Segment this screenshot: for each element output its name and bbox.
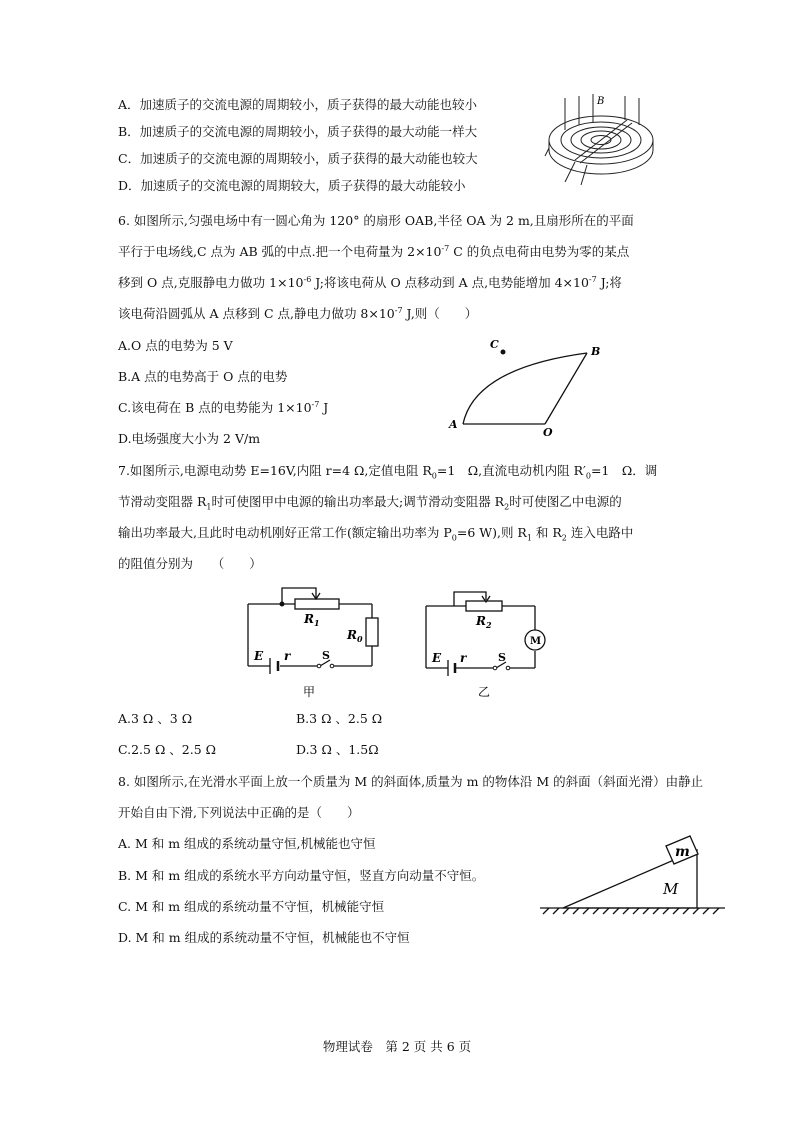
sector-figure (445, 338, 610, 438)
q7-option-d: D.3 Ω 、1.5Ω (296, 742, 379, 757)
sector-point-c: C (490, 338, 499, 351)
q6-stem-line2: 平行于电场线,C 点为 AB 弧的中点.把一个电荷量为 $2\times 10^{-7}$ C 的负点电荷由电势为零的某点 (118, 243, 630, 259)
q7-stem-line2: 节滑动变阻器 $R_1$时可使图甲中电源的输出功率最大;调节滑动变阻器 $R_2$时可使图乙中电源的 (118, 494, 622, 512)
cyclotron-b-label: B (597, 96, 605, 107)
sector-point-o: O (543, 426, 553, 438)
circuit-yi-s-label: S (498, 651, 506, 664)
sector-point-a: A (449, 418, 458, 431)
q8-stem-line2: 开始自由下滑,下列说法中正确的是（ ） (118, 805, 360, 820)
circuit-jia-r0-label: $R_0$ (347, 628, 363, 644)
q6-option-c: C.该电荷在 B 点的电势能为 $1\times 10^{-7}$ J (118, 399, 329, 415)
incline-wedge-m-label: M (663, 880, 679, 898)
circuit-jia-s-label: S (322, 649, 330, 662)
q7-stem-line1: 7.如图所示,电源电动势 E=16V,内阻 r=4 Ω,定值电阻 $R_0=1$ Ω,直流电动机内阻 $R'_0=1$ Ω．调 (118, 463, 658, 481)
q6-stem-line3: 移到 O 点,克服静电力做功 $1\times 10^{-6}$ J;将该电荷从 O 点移动到 A 点,电势能增加 $4\times 10^{-7}$ J;将 (118, 274, 622, 290)
q7-stem-line3: 输出功率最大,且此时电动机刚好正常工作(额定输出功率为 $P_0=6$ W),则 $R_1$ 和 $R_2$ 连入电路中 (118, 525, 634, 543)
q6-stem-line1: 6. 如图所示,匀强电场中有一圆心角为 120° 的扇形 OAB,半径 OA 为 2 m,且扇形所在的平面 (118, 213, 634, 228)
circuit-yi-motor-label: M (530, 636, 542, 647)
q8-option-c: C. M 和 m 组成的系统动量不守恒，机械能守恒 (118, 899, 385, 914)
sector-point-b: B (591, 345, 601, 358)
circuit-yi-r2-label: $R_2$ (476, 614, 492, 630)
q7-stem-line4: 的阻值分别为 （ ） (118, 556, 262, 571)
q8-option-b: B. M 和 m 组成的系统水平方向动量守恒，竖直方向动量不守恒。 (118, 868, 485, 883)
circuit-jia-caption: 甲 (303, 685, 316, 699)
circuit-yi-r-label: r (460, 651, 467, 665)
q6-option-b: B.A 点的电势高于 O 点的电势 (118, 369, 288, 384)
cyclotron-figure (535, 90, 660, 190)
circuit-yi-e-label: E (432, 651, 442, 665)
q7-option-b: B.3 Ω 、2.5 Ω (296, 711, 383, 726)
q8-option-d: D. M 和 m 组成的系统动量不守恒，机械能也不守恒 (118, 930, 410, 945)
q7-option-c: C.2.5 Ω 、2.5 Ω (118, 742, 216, 757)
q6-option-a: A.O 点的电势为 5 V (118, 338, 233, 353)
q5-option-a: A．加速质子的交流电源的周期较小，质子获得的最大动能也较小 (118, 97, 478, 112)
q6-option-d: D.电场强度大小为 2 V/m (118, 431, 261, 446)
incline-figure (535, 820, 730, 920)
page-footer: 物理试卷 第 2 页 共 6 页 (322, 1039, 472, 1054)
q5-option-c: C．加速质子的交流电源的周期较小，质子获得的最大动能也较大 (118, 151, 478, 166)
q8-option-a: A. M 和 m 组成的系统动量守恒,机械能也守恒 (118, 836, 376, 851)
circuit-yi-figure (420, 588, 560, 702)
q6-stem-line4: 该电荷沿圆弧从 A 点移到 C 点,静电力做功 $8\times 10^{-7}$ J,则（ ） (118, 305, 478, 321)
circuit-jia-r1-label: $R_1$ (304, 612, 320, 628)
circuit-jia-r-label: r (284, 649, 291, 663)
circuit-jia-figure (240, 580, 390, 702)
incline-block-m-label: m (675, 844, 690, 860)
q5-option-d: D．加速质子的交流电源的周期较大，质子获得的最大动能较小 (118, 178, 466, 193)
q8-stem-line1: 8. 如图所示,在光滑水平面上放一个质量为 M 的斜面体,质量为 m 的物体沿 M 的斜面（斜面光滑）由静止 (118, 774, 704, 789)
circuit-jia-e-label: E (254, 649, 264, 663)
q7-option-a: A.3 Ω 、3 Ω (118, 711, 193, 726)
q5-option-b: B．加速质子的交流电源的周期较小，质子获得的最大动能一样大 (118, 124, 478, 139)
circuit-yi-caption: 乙 (478, 685, 491, 699)
